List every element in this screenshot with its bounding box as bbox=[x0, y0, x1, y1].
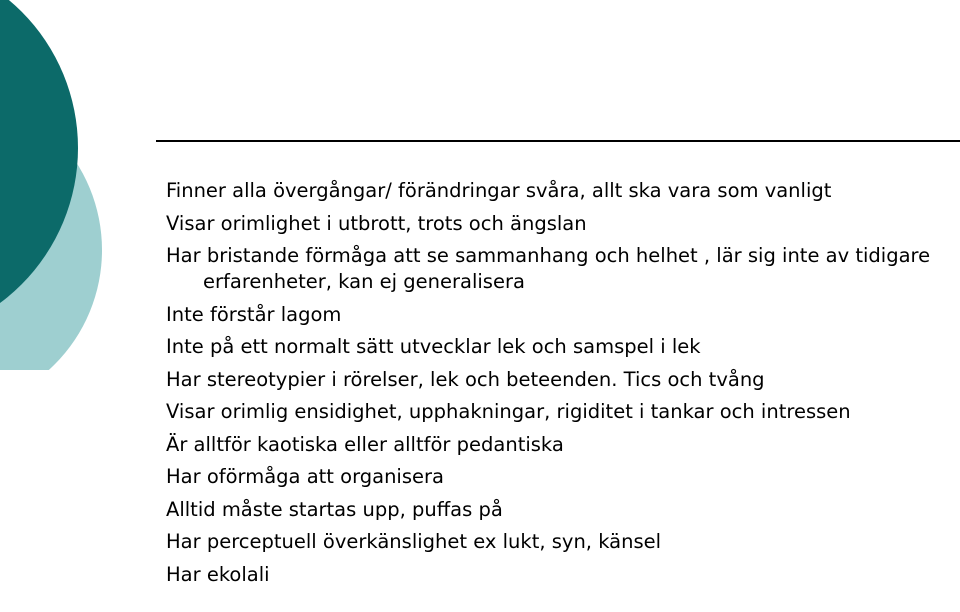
list-item: Har oförmåga att organisera bbox=[166, 465, 444, 488]
symptom-list bbox=[166, 178, 956, 594]
title-divider bbox=[156, 140, 960, 142]
list-item: Har perceptuell överkänslighet ex lukt, syn, känsel bbox=[166, 530, 662, 553]
list-item: Visar orimlighet i utbrott, trots och ängslan bbox=[166, 211, 587, 235]
list-item: Finner alla övergångar/ förändringar svåra, allt ska vara som vanligt bbox=[166, 179, 832, 202]
list-item: Har ekolali bbox=[166, 562, 270, 586]
list-item: Inte på ett normalt sätt utvecklar lek och samspel i lek bbox=[166, 335, 701, 358]
list-item: Är alltför kaotiska eller alltför pedantiska bbox=[166, 432, 564, 456]
list-item: Har stereotypier i rörelser, lek och beteenden. Tics och tvång bbox=[166, 367, 765, 391]
decorative-circles bbox=[0, 0, 110, 370]
list-item: Visar orimlig ensidighet, upphakningar, rigiditet i tankar och intressen bbox=[166, 400, 851, 423]
list-item: Inte förstår lagom bbox=[166, 302, 342, 326]
list-item: Har bristande förmåga att se sammanhang och helhet , lär sig inte av tidigare erfarenheter, kan ej generalisera bbox=[166, 244, 931, 293]
list-item: Alltid måste startas upp, puffas på bbox=[166, 497, 503, 521]
